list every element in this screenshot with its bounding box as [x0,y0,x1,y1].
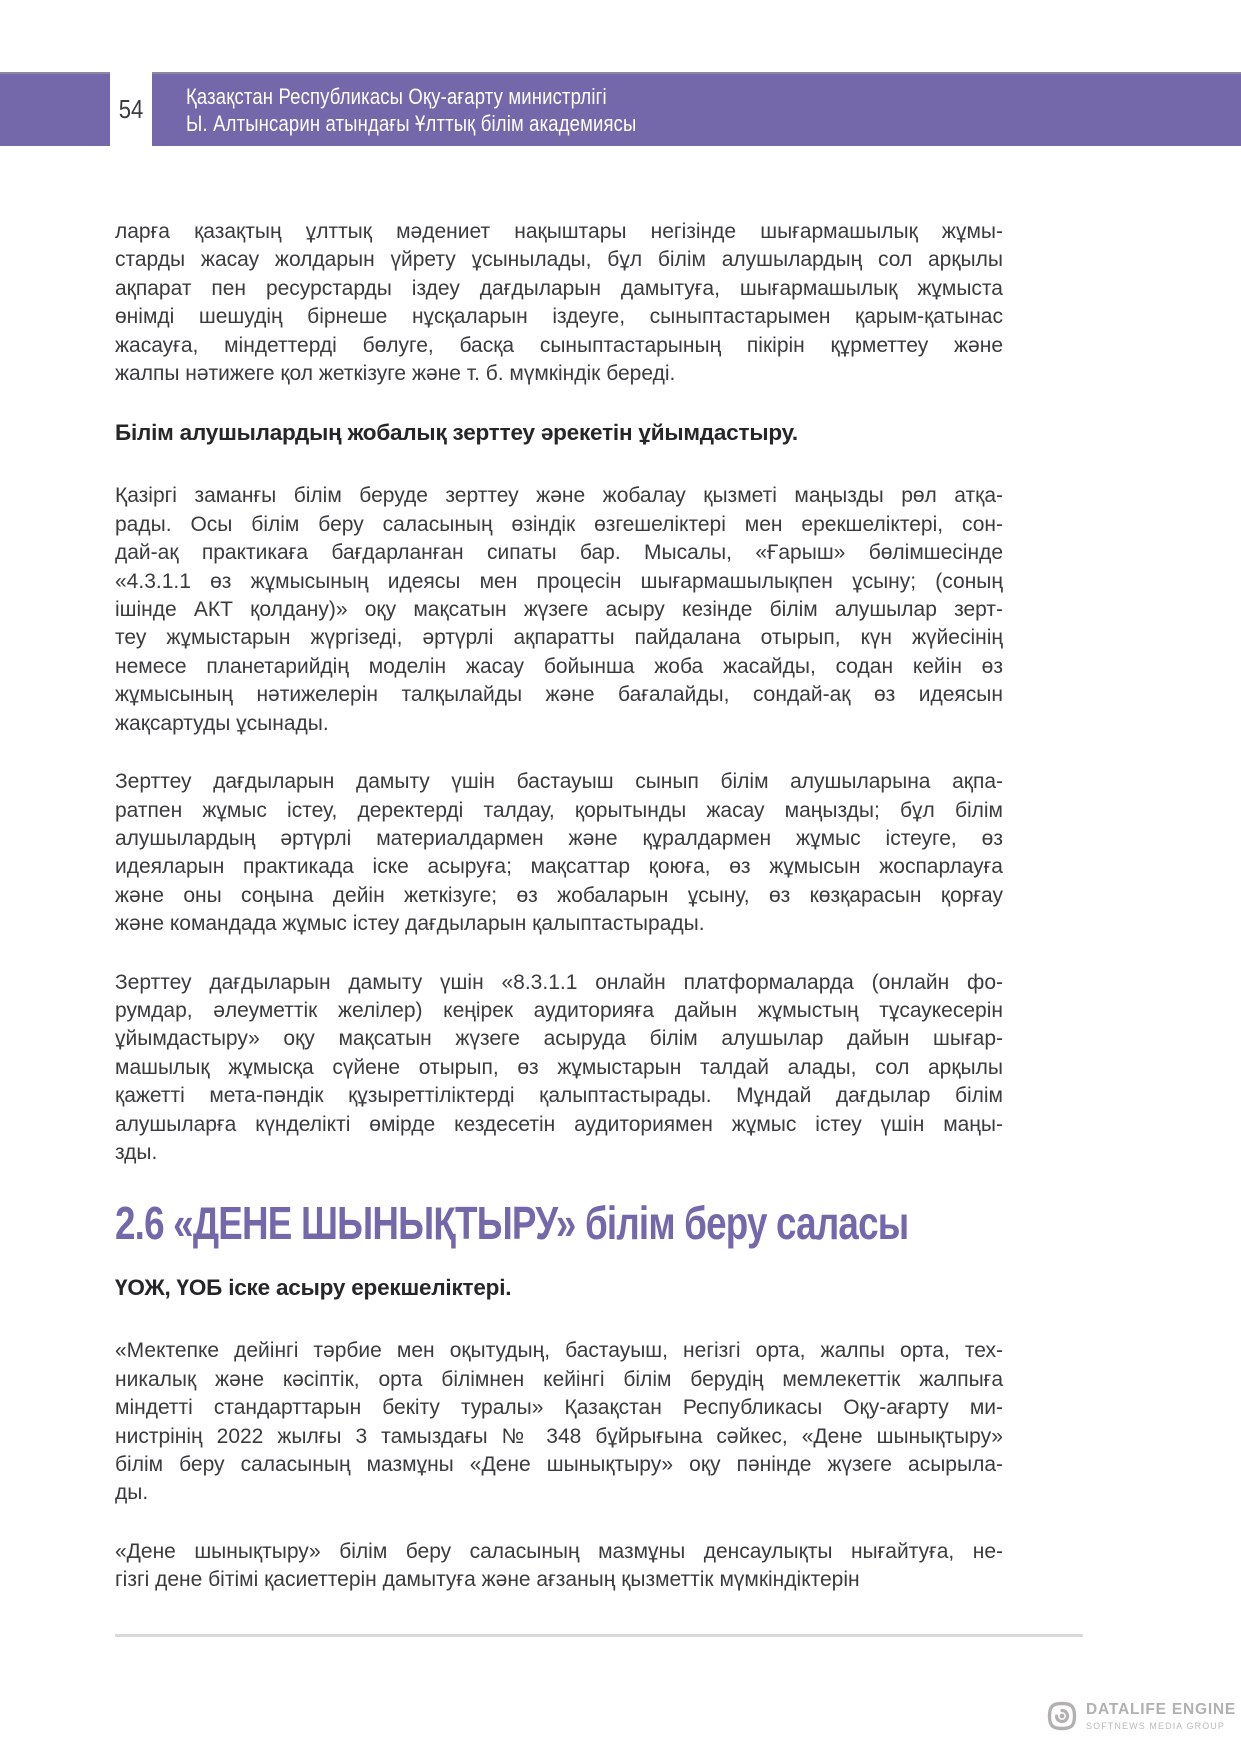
paragraph-line: «Мектепке дейінгі тәрбие мен оқытудың, бастауыш, негізгі орта, жалпы орта, тех- [115,1339,1003,1363]
paragraph-line: өнімді шешудің бірнеше нұсқаларын іздеуге, сыныптастарымен қарым-қатынас [115,305,1003,329]
section-heading-text: 2.6 «ДЕНЕ ШЫНЫҚТЫРУ» білім беру саласы [115,1197,909,1250]
paragraph-line: Зерттеу дағдыларын дамыту үшін бастауыш сынып білім алушыларына ақпа- [115,770,1003,794]
paragraph-line: дай-ақ практикаға бағдарланған сипаты бар. Мысалы, «Ғарыш» бөлімшесінде [115,541,1003,565]
paragraph-line: никалық және кәсіптік, орта білімнен кейінгі білім берудің мемлекеттік жалпыға [115,1367,1003,1391]
paragraph-physical-education-content [115,1538,1003,1595]
paragraph-line: Қазіргі заманғы білім беруде зерттеу және жобалау қызметі маңызды рөл атқа- [115,484,1003,508]
paragraph-line: жұмысының нәтижелерін талқылайды және бағалайды, сондай-ақ өз идеясын [115,683,1003,707]
paragraph-line: ратпен жұмыс істеу, деректерді талдау, қорытынды жасау маңызды; бұл білім [115,798,1003,822]
paragraph-line: зды. [115,1140,158,1164]
paragraph-line: румдар, әлеуметтік желілер) кеңірек аудиторияға дайын жұмыстың тұсаукесерін [115,998,1003,1022]
page-number: 54 [118,93,144,124]
paragraph-intro [115,218,1003,388]
paragraph-line: міндетті стандарттарын бекіту туралы» Қазақстан Республикасы Оқу-ағарту ми- [115,1396,1003,1420]
bold-heading-project-research: Білім алушылардың жобалық зерттеу әрекетін ұйымдастыру. [115,420,798,446]
datalife-logo-icon [1046,1700,1078,1732]
header-line-ministry: Қазақстан Республикасы Оқу-ағарту министрлігі [186,84,607,109]
paragraph-line: және оны соңына дейін жеткізуге; өз жобаларын ұсыну, өз көзқарасын қорғау [115,883,1003,907]
header-title-text [186,83,637,137]
paragraph-line: ішінде АКТ қолдану)» оқу мақсатын жүзеге асыру кезінде білім алушылар зерт- [115,598,1003,622]
paragraph-line: алушылардың әртүрлі материалдармен және құралдармен жұмыс істеуге, өз [115,826,1003,850]
paragraph-line: Зерттеу дағдыларын дамыту үшін «8.3.1.1 онлайн платформаларда (онлайн фо- [115,970,1003,994]
paragraph-line: идеяларын практикада іске асыруға; мақсаттар қоюға, өз жұмысын жоспарлауға [115,855,1003,879]
watermark-title: DATALIFE ENGINE [1086,1701,1237,1718]
paragraph-line: теу жұмыстарын жүргізеді, әртүрлі ақпаратты пайдалана отырып, күн жүйесінің [115,626,1003,650]
paragraph-line: алушыларға күнделікті өмірде кездесетін аудиториямен жұмыс істеу үшін маңы- [115,1112,1003,1136]
paragraph-line: жалпы нәтижеге қол жеткізуге және т. б. мүмкіндік береді. [115,362,676,386]
paragraph-line: қажетті мета-пәндік құзыреттіліктерді қалыптастырады. Мұндай дағдылар білім [115,1084,1003,1108]
paragraph-line: нистрінің 2022 жылғы 3 тамыздағы № 348 бұйрығына сәйкес, «Дене шынықтыру» [115,1424,1003,1448]
section-heading-2-6 [115,1197,1003,1259]
paragraph-modern-education [115,482,1003,738]
subheading-uozh-uob: ҮОЖ, ҮОБ іске асыру ерекшеліктері. [115,1275,512,1301]
paragraph-line: старды жасау жолдарын үйрету ұсынылады, бұл білім алушылардың сол арқылы [115,248,1003,272]
header-left-block [0,72,110,146]
page-header [0,72,1241,146]
paragraph-line: машылық жұмысқа сүйене отырып, өз жұмыстарын талдай алады, сол арқылы [115,1055,1003,1079]
page-content [115,218,1003,1625]
watermark-subtitle: SOFTNEWS MEDIA GROUP [1086,1721,1226,1731]
paragraph-line: жасауға, міндеттерді бөлуге, басқа сыныптастарының пікірін құрметтеу және [115,333,1003,357]
paragraph-research-skills-primary [115,768,1003,938]
watermark-text [1086,1701,1236,1731]
paragraph-line: ларға қазақтың ұлттық мәдениет нақыштары негізінде шығармашылық жұмы- [115,220,1003,243]
header-line-academy: Ы. Алтынсарин атындағы Ұлттық білім академиясы [186,111,637,136]
paragraph-line: білім беру саласының мазмұны «Дене шынықтыру» оқу пәнінде жүзеге асырыла- [115,1453,1003,1476]
paragraph-line: рады. Осы білім беру саласының өзіндік өзгешеліктері мен ерекшеліктері, сон- [115,512,1003,536]
paragraph-line: «Дене шынықтыру» білім беру саласының мазмұны денсаулықты нығайтуға, не- [115,1539,1003,1563]
header-title-block [152,72,1241,146]
watermark [1046,1700,1236,1732]
paragraph-line: немесе планетарийдің моделін жасау бойынша жоба жасайды, содан кейін өз [115,654,1003,678]
paragraph-standards-order [115,1337,1003,1507]
paragraph-line: жақсартуды ұсынады. [115,711,329,735]
paragraph-online-platforms [115,969,1003,1168]
paragraph-line: ды. [115,1481,149,1505]
paragraph-line: және командада жұмыс істеу дағдыларын қалыптастырады. [115,912,705,936]
footer-divider [115,1634,1083,1637]
paragraph-line: «4.3.1.1 өз жұмысының идеясы мен процесін шығармашылықпен ұсыну; (соның [115,569,1003,593]
paragraph-line: гізгі дене бітімі қасиеттерін дамытуға және ағзаның қызметтік мүмкіндіктерін [115,1568,860,1592]
paragraph-line: ақпарат пен ресурстарды іздеу дағдыларын дамытуға, шығармашылық жұмыста [115,276,1003,300]
paragraph-line: ұйымдастыру» оқу мақсатын жүзеге асыруда білім алушылар дайын шығар- [115,1027,1003,1051]
